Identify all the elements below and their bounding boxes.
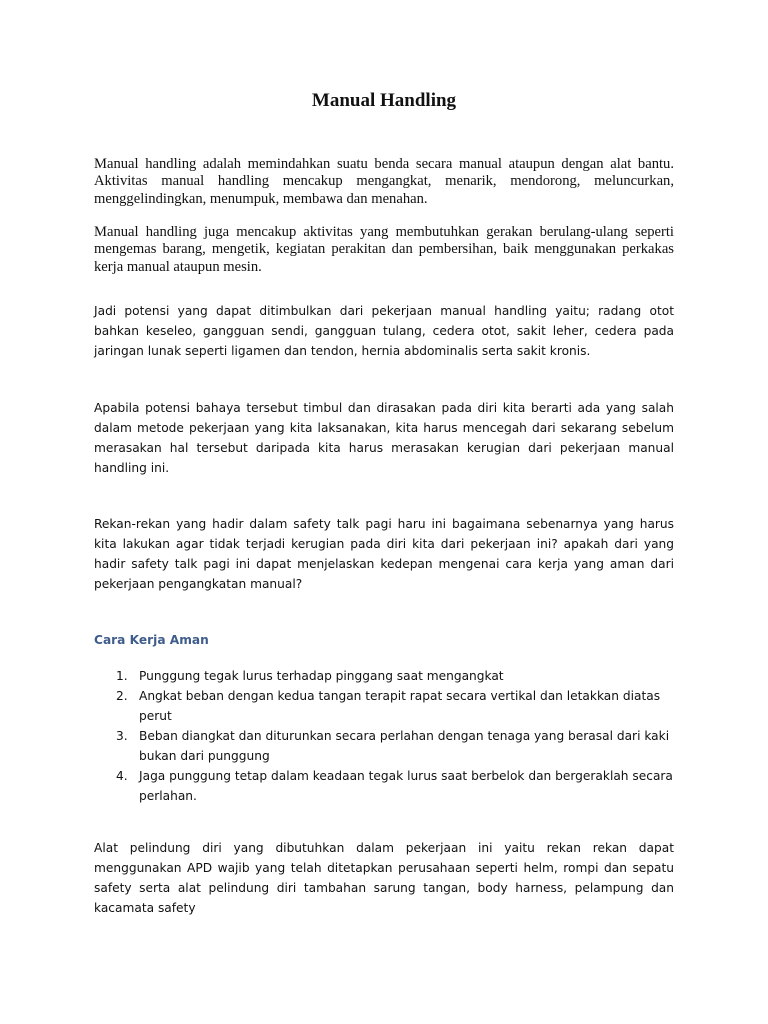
document-title: Manual Handling — [311, 90, 457, 111]
list-item-text: Punggung tegak lurus terhadap pinggang saat mengangkat — [139, 669, 504, 683]
paragraph-potential-hazards: Jadi potensi yang dapat ditimbulkan dari pekerjaan manual handling yaitu; radang otot bahkan keseleo, gangguan sendi, gangguan tulang, cedera otot, sakit leher, cedera pada jaringan lunak seperti ligamen dan tendon, hernia abdominalis serta sakit kronis. — [94, 304, 674, 358]
safe-work-steps-list — [94, 666, 674, 806]
list-item-text: Jaga punggung tetap dalam keadaan tegak lurus saat berbelok dan bergeraklah secara perlahan. — [139, 769, 673, 803]
list-item-number: 4. — [116, 769, 128, 783]
paragraph-ppe: Alat pelindung diri yang dibutuhkan dalam pekerjaan ini yaitu rekan rekan dapat menggunakan APD wajib yang telah ditetapkan perusahaan seperti helm, rompi dan sepatu safety serta alat pelindung diri tambahan sarung tangan, body harness, pelampung dan kacamata safety — [94, 841, 674, 915]
list-item — [94, 726, 674, 766]
paragraph-definition: Manual handling adalah memindahkan suatu benda secara manual ataupun dengan alat bantu. Aktivitas manual handling mencakup mengangkat, menarik, mendorong, meluncurkan, menggelindingkan, menumpuk, membawa dan menahan. — [94, 156, 674, 207]
section-heading-cara-kerja-aman: Cara Kerja Aman — [94, 633, 209, 647]
paragraph-prevention: Apabila potensi bahaya tersebut timbul dan dirasakan pada diri kita berarti ada yang salah dalam metode pekerjaan yang kita laksanakan, kita harus mencegah dari sekarang sebelum merasakan hal tersebut daripada kita harus merasakan kerugian dari pekerjaan manual handling ini. — [94, 401, 674, 475]
list-item-text: Angkat beban dengan kedua tangan terapit rapat secara vertikal dan letakkan diatas perut — [139, 689, 661, 723]
list-item — [94, 666, 674, 686]
list-item-number: 1. — [116, 669, 128, 683]
list-item-number: 2. — [116, 689, 128, 703]
paragraph-repetitive-activities: Manual handling juga mencakup aktivitas yang membutuhkan gerakan berulang-ulang seperti mengemas barang, mengetik, kegiatan perakitan dan pembersihan, baik menggunakan perkakas kerja manual ataupun mesin. — [94, 224, 674, 275]
list-item-number: 3. — [116, 729, 128, 743]
list-item — [94, 766, 674, 806]
list-item-text: Beban diangkat dan diturunkan secara perlahan dengan tenaga yang berasal dari kaki bukan dari punggung — [139, 729, 670, 763]
paragraph-safety-talk: Rekan-rekan yang hadir dalam safety talk pagi haru ini bagaimana sebenarnya yang harus kita lakukan agar tidak terjadi kerugian pada diri kita dari pekerjaan ini? apakah dari yang hadir safety talk pagi ini dapat menjelaskan kedepan mengenai cara kerja yang aman dari pekerjaan pengangkatan manual? — [94, 517, 674, 591]
list-item — [94, 686, 674, 726]
